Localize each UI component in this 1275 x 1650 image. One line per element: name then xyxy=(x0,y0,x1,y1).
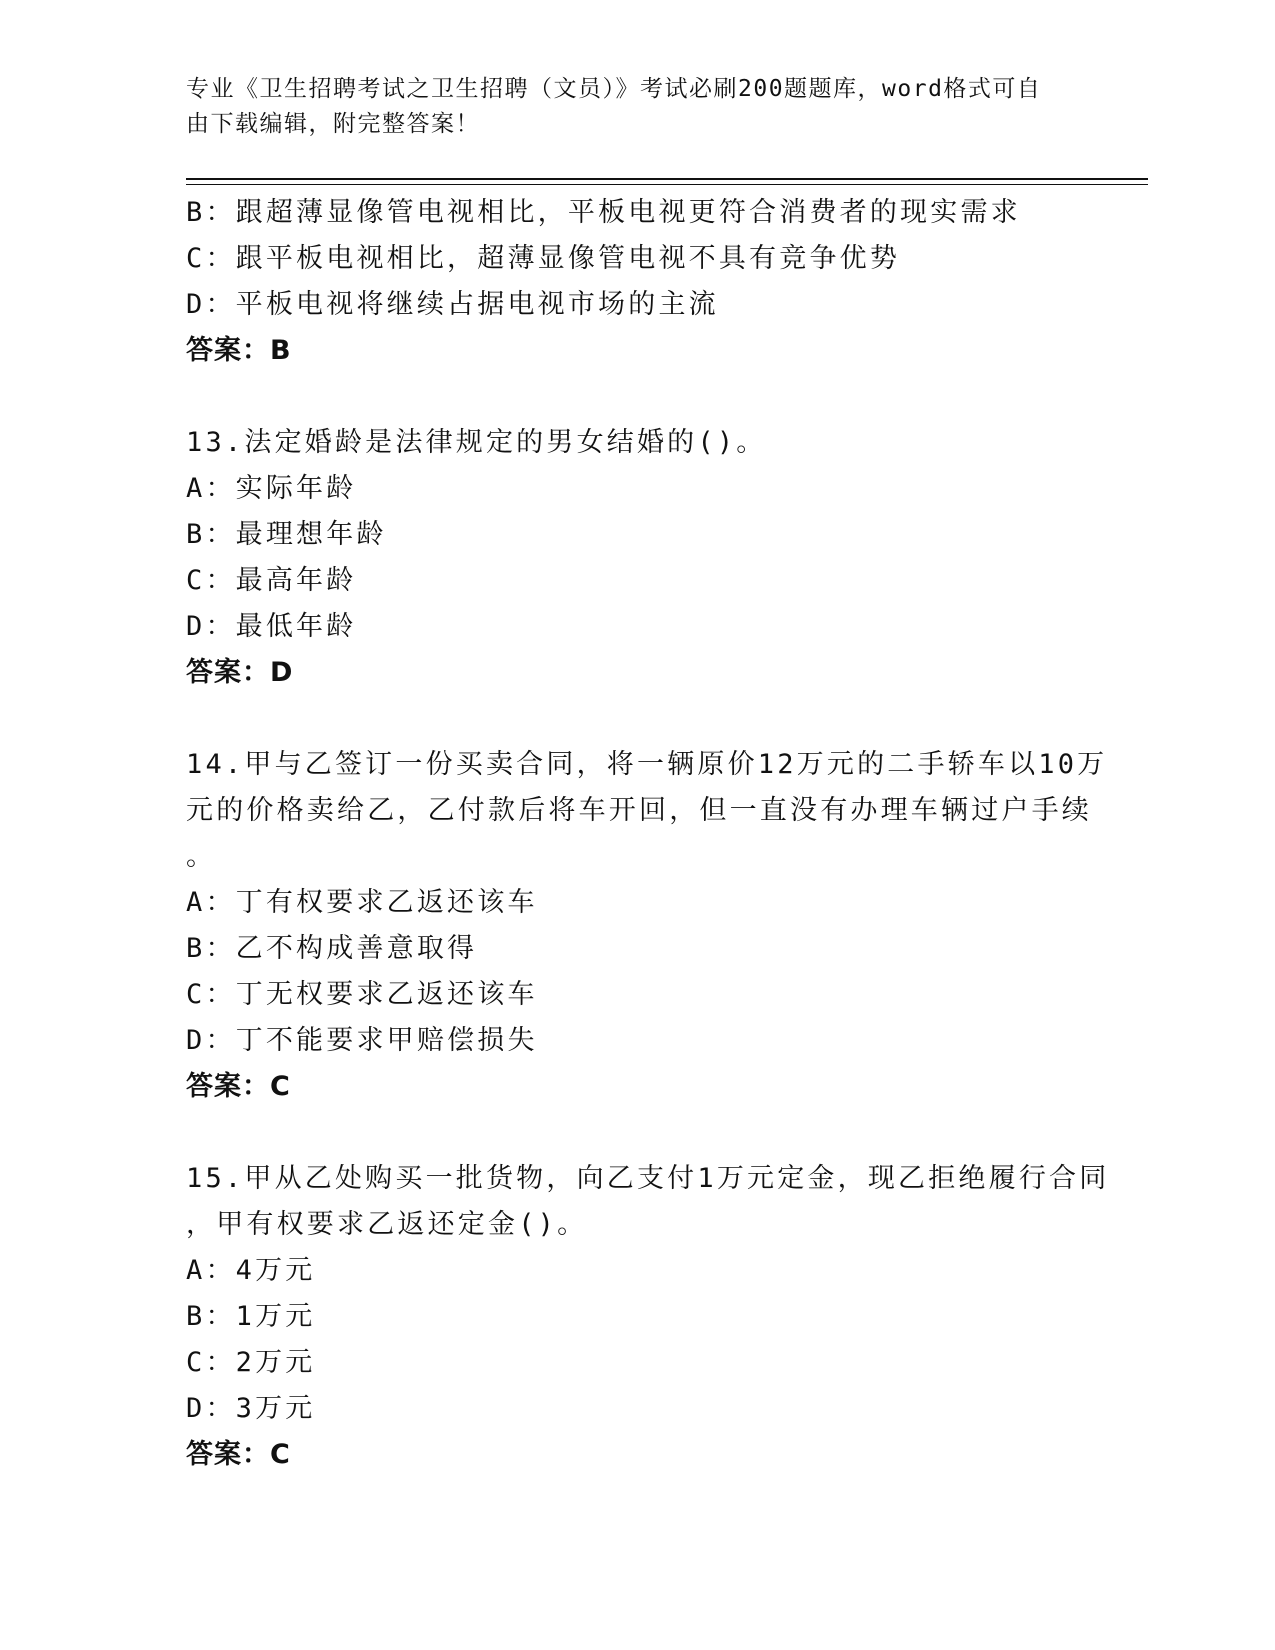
option-a: A：实际年龄 xyxy=(186,473,357,504)
document-header xyxy=(186,72,1066,142)
question-stem: 14.甲与乙签订一份买卖合同，将一辆原价12万元的二手轿车以10万 xyxy=(186,749,1108,780)
option-c: C：2万元 xyxy=(186,1347,316,1378)
option-b: B：跟超薄显像管电视相比，平板电视更符合消费者的现实需求 xyxy=(186,197,1021,228)
option-d: D：平板电视将继续占据电视市场的主流 xyxy=(186,289,719,320)
answer-line: 答案：C xyxy=(186,1071,291,1102)
option-a: A：4万元 xyxy=(186,1255,316,1286)
header-divider-thick xyxy=(186,178,1148,180)
option-b: B：乙不构成善意取得 xyxy=(186,933,478,964)
header-divider-thin xyxy=(186,184,1148,185)
question-stem: 元的价格卖给乙，乙付款后将车开回，但一直没有办理车辆过户手续 xyxy=(186,795,1092,826)
option-c: C：丁无权要求乙返还该车 xyxy=(186,979,538,1010)
answer-line: 答案：C xyxy=(186,1439,291,1470)
option-b: B：1万元 xyxy=(186,1301,316,1332)
question-list xyxy=(186,190,1110,1478)
question-14 xyxy=(186,742,1108,1110)
question-12-continued xyxy=(186,190,1086,374)
header-line-1: 专业《卫生招聘考试之卫生招聘（文员）》考试必刷200题题库，word格式可自 xyxy=(186,76,1042,102)
option-d: D：3万元 xyxy=(186,1393,316,1424)
question-stem: 。 xyxy=(186,841,217,872)
question-stem: 13.法定婚龄是法律规定的男女结婚的()。 xyxy=(186,427,767,458)
option-c: C：最高年龄 xyxy=(186,565,357,596)
question-13 xyxy=(186,420,1086,696)
option-d: D：丁不能要求甲赔偿损失 xyxy=(186,1025,538,1056)
option-a: A：丁有权要求乙返还该车 xyxy=(186,887,538,918)
option-d: D：最低年龄 xyxy=(186,611,357,642)
header-line-2: 由下载编辑，附完整答案！ xyxy=(186,111,480,137)
option-b: B：最理想年龄 xyxy=(186,519,387,550)
question-15 xyxy=(186,1156,1110,1478)
answer-line: 答案：D xyxy=(186,657,294,688)
option-c: C：跟平板电视相比，超薄显像管电视不具有竞争优势 xyxy=(186,243,901,274)
question-stem: ，甲有权要求乙返还定金()。 xyxy=(186,1209,588,1240)
question-stem: 15.甲从乙处购买一批货物，向乙支付1万元定金，现乙拒绝履行合同 xyxy=(186,1163,1110,1194)
answer-line: 答案：B xyxy=(186,335,292,366)
